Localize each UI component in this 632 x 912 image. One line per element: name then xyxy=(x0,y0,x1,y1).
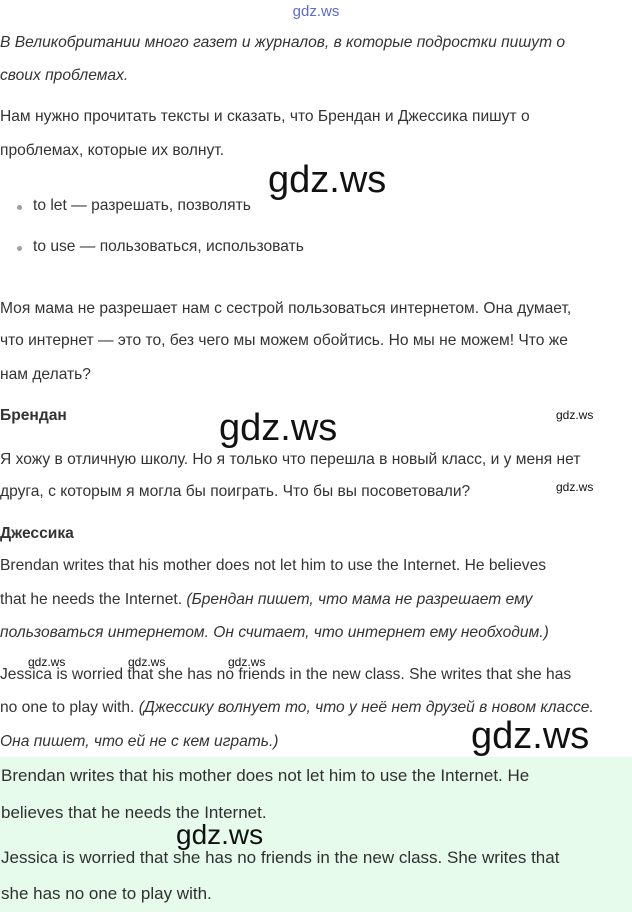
answer2-line-1: Jessica is worried that she has no friends in the new class. She writes that she has xyxy=(0,666,572,683)
vocab-item-1: to let — разрешать, позволять xyxy=(33,197,251,214)
intro-line-1: В Великобритании много газет и журналов, в которые подростки пишут о xyxy=(0,34,566,51)
watermark-big-4: gdz.ws xyxy=(176,819,264,850)
letter1-line-3: нам делать? xyxy=(0,366,91,383)
watermark-top: gdz.ws xyxy=(292,3,340,20)
answer1-line-2-ru: (Брендан пишет, что мама не разрешает ему xyxy=(186,591,533,608)
letter1-author: Брендан xyxy=(0,407,67,424)
answer1-line-2-en: that he needs the Internet. xyxy=(0,591,183,608)
vocab-item-2: to use — пользоваться, использовать xyxy=(33,238,304,255)
task-line-1: Нам нужно прочитать тексты и сказать, что Брендан и Джессика пишут о xyxy=(0,108,530,125)
vocab-bullet-1 xyxy=(17,205,22,210)
watermark-small-4: gdz.ws xyxy=(128,655,166,669)
watermark-big-3: gdz.ws xyxy=(471,715,590,757)
watermark-big-1: gdz.ws xyxy=(268,159,387,201)
final-answer-line-4: she has no one to play with. xyxy=(1,884,212,903)
letter2-author: Джессика xyxy=(0,525,74,542)
answer2-line-3: Она пишет, что ей не с кем играть.) xyxy=(0,733,279,750)
answer1-line-2 xyxy=(0,590,532,610)
final-answer-line-3: Jessica is worried that she has no friends in the new class. She writes that xyxy=(1,848,560,867)
final-answer-line-2: believes that he needs the Internet. xyxy=(1,803,267,822)
intro-line-2: своих проблемах. xyxy=(0,67,129,84)
watermark-small-1: gdz.ws xyxy=(556,408,594,422)
letter2-line-2: друга, с которым я могла бы поиграть. Что бы вы посоветовали? xyxy=(0,483,471,500)
watermark-big-2: gdz.ws xyxy=(219,407,338,449)
watermark-small-3: gdz.ws xyxy=(28,655,66,669)
letter1-line-2: что интернет — это то, без чего мы можем обойтись. Но мы не можем! Что же xyxy=(0,332,568,349)
vocab-bullet-2 xyxy=(17,246,22,251)
answer1-line-1: Brendan writes that his mother does not let him to use the Internet. He believes xyxy=(0,557,547,574)
answer2-line-2-ru: (Джессику волнует то, что у неё нет друзей в новом классе. xyxy=(138,699,594,716)
final-answer-line-1: Brendan writes that his mother does not let him to use the Internet. He xyxy=(1,766,530,785)
answer1-line-3: пользоваться интернетом. Он считает, что интернет ему необходим.) xyxy=(0,624,549,641)
letter2-line-1: Я хожу в отличную школу. Но я только что перешла в новый класс, и у меня нет xyxy=(0,451,581,468)
answer2-line-2-en: no one to play with. xyxy=(0,699,135,716)
letter1-line-1: Моя мама не разрешает нам с сестрой пользоваться интернетом. Она думает, xyxy=(0,300,572,317)
watermark-small-5: gdz.ws xyxy=(228,655,266,669)
watermark-small-2: gdz.ws xyxy=(556,480,594,494)
task-line-2: проблемах, которые их волнут. xyxy=(0,142,225,159)
